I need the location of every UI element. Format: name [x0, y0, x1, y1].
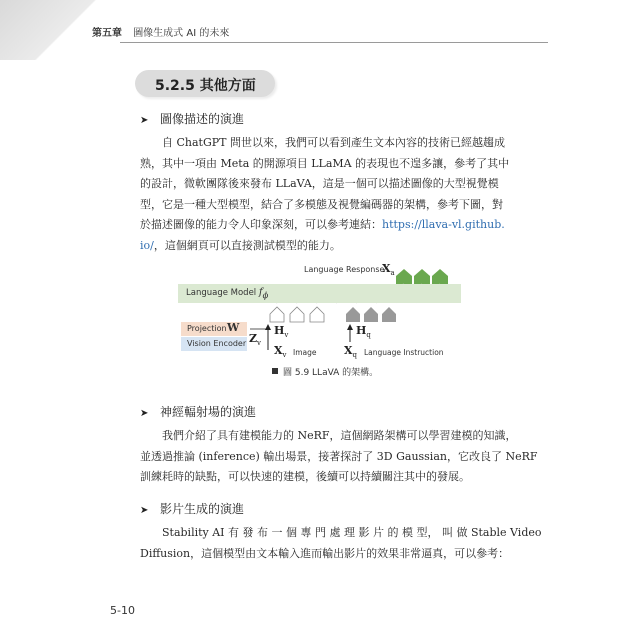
visual-tokens — [270, 307, 324, 322]
llava-architecture-figure — [178, 262, 468, 362]
text-line: 型，它是一種大型模型，結合了多模態及視覺編碼器的架構，參考下圖，對 — [140, 197, 503, 211]
zv-subscript: v — [257, 339, 261, 348]
vision-encoder-label: Vision Encoder — [187, 339, 247, 348]
w-symbol: W — [227, 321, 240, 334]
arrow-bullet-icon: ➤ — [140, 408, 149, 419]
text-line: 訓練耗時的缺點，可以快速的建模，後續可以持續關注其中的發展。 — [140, 470, 470, 483]
output-token — [396, 269, 412, 284]
zv-letter: Z — [249, 332, 258, 345]
figure-caption — [272, 365, 378, 378]
text-line: 熟，其中一項由 Meta 的開源項目 LLaMA 的表現也不遑多讓，參考了其中 — [140, 156, 510, 170]
hq-letter: H — [356, 324, 367, 337]
vision-encoder-box — [181, 337, 247, 351]
header-rule — [120, 42, 548, 43]
text-span: 於描述圖像的能力令人印象深刻，可以參考連結： — [140, 218, 382, 231]
xv-subscript: v — [282, 351, 287, 360]
subsection-heading-image-caption — [140, 110, 244, 127]
instruction-token — [346, 307, 360, 322]
xq-letter: X — [344, 344, 353, 357]
language-model-label — [186, 287, 268, 300]
chapter-title: 圖像生成式 AI 的未來 — [133, 28, 230, 39]
running-header — [92, 24, 229, 39]
projection-box — [181, 322, 247, 336]
output-tokens — [396, 269, 448, 284]
visual-token — [290, 307, 304, 322]
hv-subscript: v — [284, 331, 289, 340]
text-span: ，這個網頁可以直接測試模型的能力。 — [153, 238, 341, 252]
visual-token — [310, 307, 324, 322]
phi-subscript: ϕ — [262, 290, 269, 300]
paragraph-nerf — [140, 426, 538, 488]
llava-link-continued[interactable]: io/ — [140, 238, 154, 252]
output-token — [432, 269, 448, 284]
instruction-tokens — [346, 307, 396, 322]
text-line: 的設計，微軟團隊後來發布 LLaVA，這是一個可以描述圖像的大型視覺模 — [140, 177, 499, 190]
text-line: Diffusion，這個模型由文本輸入進而輸出影片的效果非常逼真，可以參考： — [140, 546, 510, 560]
projection-label: Projection — [187, 324, 227, 333]
zv-symbol — [249, 332, 261, 347]
arrow-bullet-icon: ➤ — [140, 505, 149, 516]
page-number: 5-10 — [110, 604, 135, 617]
arrow-bullet-icon: ➤ — [140, 115, 149, 126]
caption-square-icon — [272, 368, 278, 374]
hv-symbol — [274, 324, 288, 339]
text-line: 並透過推論 (inference) 輸出場景，接著探討了 3D Gaussian，它改良了 NeRF — [140, 449, 538, 463]
caption-text: 圖 5.9 LLaVA 的架構。 — [283, 368, 379, 378]
output-token — [414, 269, 430, 284]
instruction-arrowhead — [347, 324, 353, 330]
paragraph-video — [140, 523, 542, 564]
instruction-token — [364, 307, 378, 322]
xv-letter: X — [274, 344, 283, 357]
subsection-title: 圖像描述的演進 — [160, 112, 245, 126]
text-line — [140, 236, 498, 257]
visual-token — [270, 307, 284, 322]
chapter-label: 第五章 — [92, 28, 122, 39]
xv-symbol — [274, 344, 287, 359]
hq-symbol — [356, 324, 371, 339]
image-label: Image — [293, 348, 317, 357]
text-line: Stability AI 有 發 布 一 個 專 門 處 理 影 片 的 模 型， 叫 做 Stable Video — [162, 526, 542, 539]
language-response-label: Language Response — [304, 265, 385, 274]
subsection-heading-video — [140, 500, 244, 517]
text-line: 自 ChatGPT 問世以來，我們可以看到產生文本內容的技術已經越趨成 — [162, 136, 505, 149]
section-heading — [135, 70, 275, 97]
text-line — [140, 215, 505, 236]
section-title: 5.2.5 其他方面 — [155, 78, 256, 94]
subsection-title: 影片生成的演進 — [160, 502, 245, 516]
paragraph-image-caption — [140, 133, 510, 256]
text-line: 我們介紹了具有建模能力的 NeRF，這個網路架構可以學習建模的知識， — [162, 429, 517, 442]
xa-subscript: a — [390, 269, 395, 278]
subsection-title: 神經輻射場的演進 — [160, 405, 257, 419]
language-instruction-label: Language Instruction — [364, 348, 444, 357]
subsection-heading-nerf — [140, 403, 256, 420]
language-model-text: Language Model — [186, 288, 257, 298]
xa-letter: X — [382, 262, 391, 275]
f-symbol: f — [258, 287, 263, 298]
xq-subscript: q — [352, 351, 358, 360]
hq-subscript: q — [366, 331, 371, 340]
instruction-token — [382, 307, 396, 322]
xq-symbol — [344, 344, 357, 359]
llava-link[interactable]: https://llava-vl.github. — [382, 218, 505, 231]
hv-letter: H — [274, 324, 285, 337]
